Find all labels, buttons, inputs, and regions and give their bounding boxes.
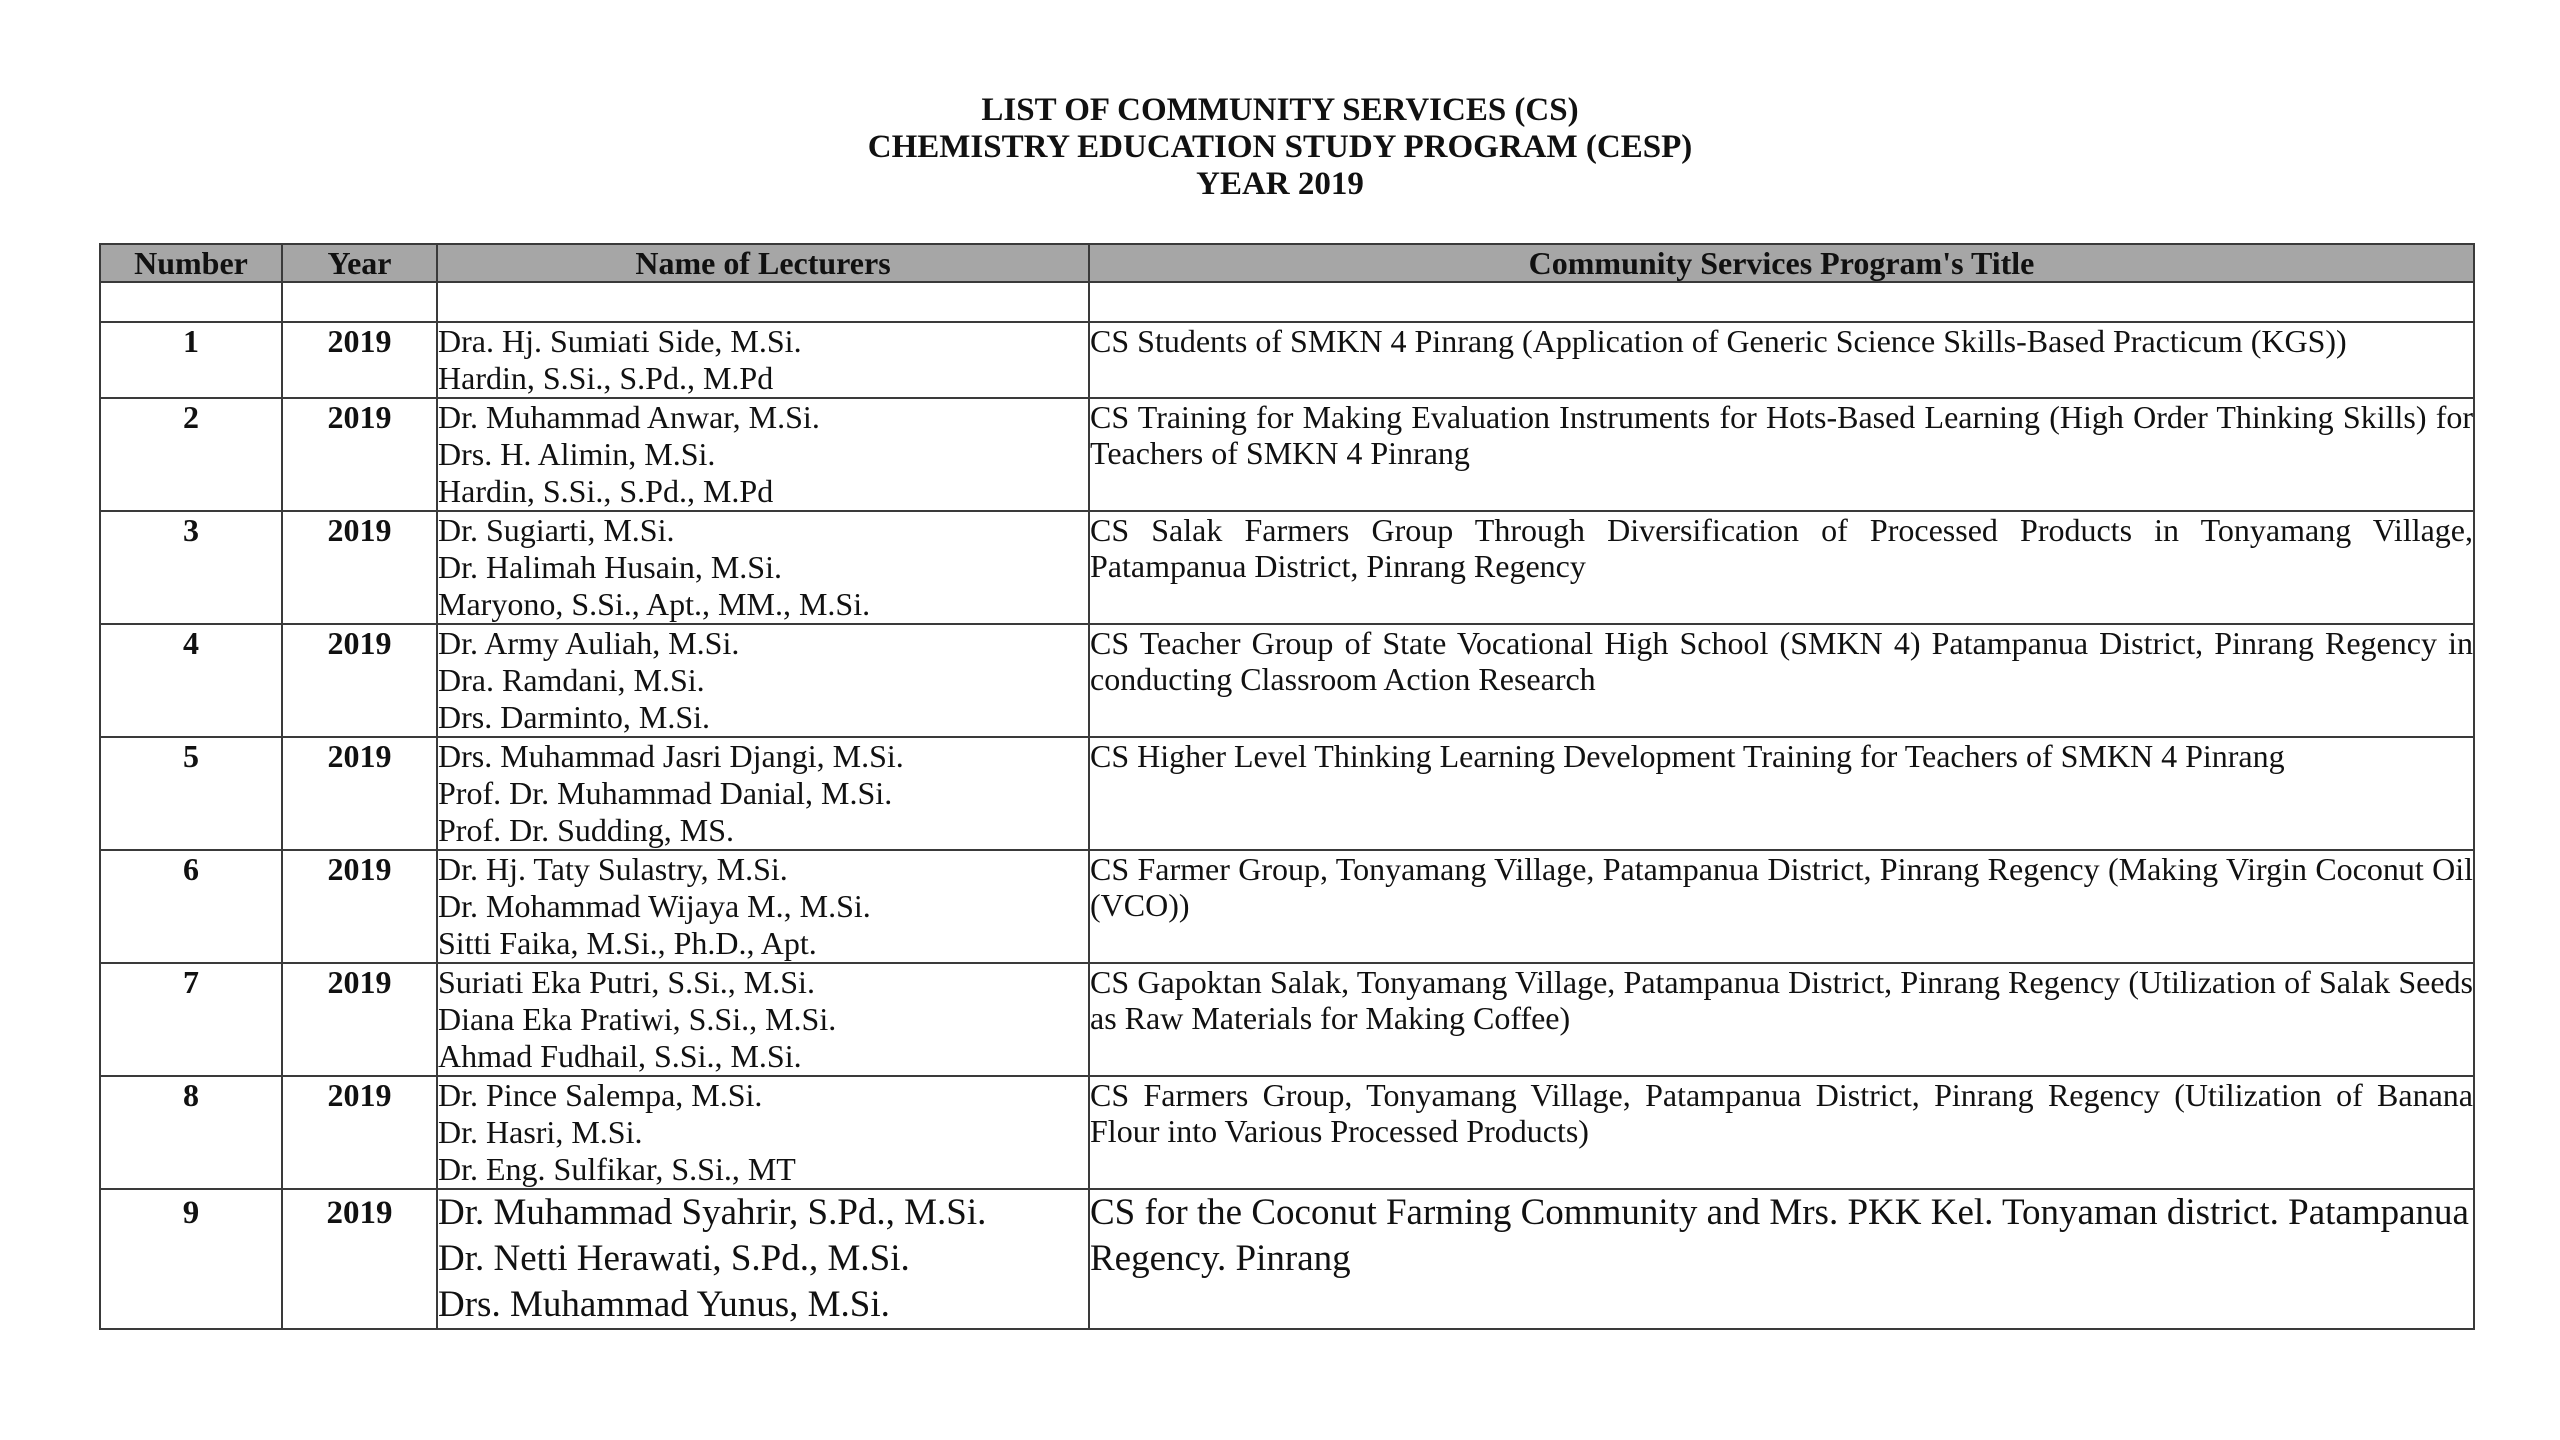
lecturer-name: Prof. Dr. Muhammad Danial, M.Si.	[438, 775, 893, 811]
row-program-title: CS Farmer Group, Tonyamang Village, Patampanua District, Pinrang Regency (Making Virgin Coconut Oil (VCO))	[1089, 850, 2474, 963]
lecturer-name: Dr. Army Auliah, M.Si.	[438, 625, 740, 661]
row-number: 3	[100, 511, 282, 624]
row-year: 2019	[282, 511, 437, 624]
spacer-cell	[100, 282, 282, 322]
row-program-title: CS Students of SMKN 4 Pinrang (Application of Generic Science Skills-Based Practicum (KGS))	[1089, 322, 2474, 398]
table-spacer-row	[100, 282, 2474, 322]
heading-line-3: YEAR 2019	[1196, 166, 1364, 202]
lecturer-name: Dr. Mohammad Wijaya M., M.Si.	[438, 888, 871, 924]
row-year: 2019	[282, 963, 437, 1076]
row-number: 1	[100, 322, 282, 398]
row-number: 7	[100, 963, 282, 1076]
lecturer-name: Hardin, S.Si., S.Pd., M.Pd	[438, 360, 774, 396]
row-year: 2019	[282, 322, 437, 398]
lecturer-name: Prof. Dr. Sudding, MS.	[438, 812, 735, 848]
row-number: 4	[100, 624, 282, 737]
row-lecturers	[437, 322, 1089, 398]
row-lecturers	[437, 511, 1089, 624]
row-lecturers	[437, 1189, 1089, 1329]
spacer-cell	[282, 282, 437, 322]
lecturer-name: Dra. Ramdani, M.Si.	[438, 662, 705, 698]
row-program-title: CS Higher Level Thinking Learning Development Training for Teachers of SMKN 4 Pinrang	[1089, 737, 2474, 850]
row-number: 6	[100, 850, 282, 963]
lecturer-name: Sitti Faika, M.Si., Ph.D., Apt.	[438, 925, 817, 961]
lecturer-name: Diana Eka Pratiwi, S.Si., M.Si.	[438, 1001, 837, 1037]
header-lecturers: Name of Lecturers	[437, 244, 1089, 282]
heading-line-1: LIST OF COMMUNITY SERVICES (CS)	[981, 92, 1579, 128]
lecturer-name: Hardin, S.Si., S.Pd., M.Pd	[438, 473, 774, 509]
table-row	[100, 398, 2474, 511]
row-lecturers	[437, 1076, 1089, 1189]
lecturer-name: Dr. Muhammad Anwar, M.Si.	[438, 399, 820, 435]
document-heading	[0, 92, 2560, 203]
row-year: 2019	[282, 624, 437, 737]
row-year: 2019	[282, 850, 437, 963]
row-lecturers	[437, 737, 1089, 850]
table-row	[100, 624, 2474, 737]
lecturer-name: Dr. Pince Salempa, M.Si.	[438, 1077, 763, 1113]
header-year: Year	[282, 244, 437, 282]
lecturer-name: Dr. Eng. Sulfikar, S.Si., MT	[438, 1151, 796, 1187]
table-row	[100, 850, 2474, 963]
row-year: 2019	[282, 1076, 437, 1189]
row-year: 2019	[282, 1189, 437, 1329]
table-row	[100, 1189, 2474, 1329]
heading-line-2: CHEMISTRY EDUCATION STUDY PROGRAM (CESP)	[867, 129, 1693, 165]
table-row	[100, 322, 2474, 398]
row-lecturers	[437, 624, 1089, 737]
row-program-title: CS Farmers Group, Tonyamang Village, Patampanua District, Pinrang Regency (Utilization of Banana Flour into Various Processed Products)	[1089, 1076, 2474, 1189]
lecturer-name: Dra. Hj. Sumiati Side, M.Si.	[438, 323, 802, 359]
lecturer-name: Suriati Eka Putri, S.Si., M.Si.	[438, 964, 815, 1000]
lecturer-name: Maryono, S.Si., Apt., MM., M.Si.	[438, 586, 871, 622]
row-number: 9	[100, 1189, 282, 1329]
lecturer-name: Drs. H. Alimin, M.Si.	[438, 436, 716, 472]
lecturer-name: Dr. Sugiarti, M.Si.	[438, 512, 675, 548]
lecturer-name: Drs. Muhammad Jasri Djangi, M.Si.	[438, 738, 904, 774]
row-lecturers	[437, 398, 1089, 511]
row-number: 8	[100, 1076, 282, 1189]
lecturer-name: Dr. Muhammad Syahrir, S.Pd., M.Si.	[438, 1192, 987, 1233]
community-services-table	[99, 243, 2475, 1330]
row-year: 2019	[282, 737, 437, 850]
header-program-title: Community Services Program's Title	[1089, 244, 2474, 282]
row-program-title: CS Teacher Group of State Vocational High School (SMKN 4) Patampanua District, Pinrang Regency in conducting Classroom Action Research	[1089, 624, 2474, 737]
row-lecturers	[437, 850, 1089, 963]
lecturer-name: Drs. Muhammad Yunus, M.Si.	[438, 1284, 890, 1325]
row-lecturers	[437, 963, 1089, 1076]
table-row	[100, 511, 2474, 624]
row-program-title: CS Gapoktan Salak, Tonyamang Village, Patampanua District, Pinrang Regency (Utilization of Salak Seeds as Raw Materials for Making Coffee)	[1089, 963, 2474, 1076]
spacer-cell	[1089, 282, 2474, 322]
table-row	[100, 963, 2474, 1076]
row-number: 2	[100, 398, 282, 511]
lecturer-name: Dr. Hasri, M.Si.	[438, 1114, 643, 1150]
lecturer-name: Dr. Hj. Taty Sulastry, M.Si.	[438, 851, 788, 887]
lecturer-name: Drs. Darminto, M.Si.	[438, 699, 710, 735]
table-header-row	[100, 244, 2474, 282]
row-number: 5	[100, 737, 282, 850]
row-program-title: CS Salak Farmers Group Through Diversification of Processed Products in Tonyamang Village, Patampanua District, Pinrang Regency	[1089, 511, 2474, 624]
lecturer-name: Ahmad Fudhail, S.Si., M.Si.	[438, 1038, 802, 1074]
row-program-title: CS for the Coconut Farming Community and Mrs. PKK Kel. Tonyaman district. Patampanua Regency. Pinrang	[1089, 1189, 2474, 1329]
table-row	[100, 1076, 2474, 1189]
row-program-title: CS Training for Making Evaluation Instruments for Hots-Based Learning (High Order Thinking Skills) for Teachers of SMKN 4 Pinrang	[1089, 398, 2474, 511]
lecturer-name: Dr. Halimah Husain, M.Si.	[438, 549, 782, 585]
row-year: 2019	[282, 398, 437, 511]
table-row	[100, 737, 2474, 850]
spacer-cell	[437, 282, 1089, 322]
lecturer-name: Dr. Netti Herawati, S.Pd., M.Si.	[438, 1238, 910, 1279]
header-number: Number	[100, 244, 282, 282]
